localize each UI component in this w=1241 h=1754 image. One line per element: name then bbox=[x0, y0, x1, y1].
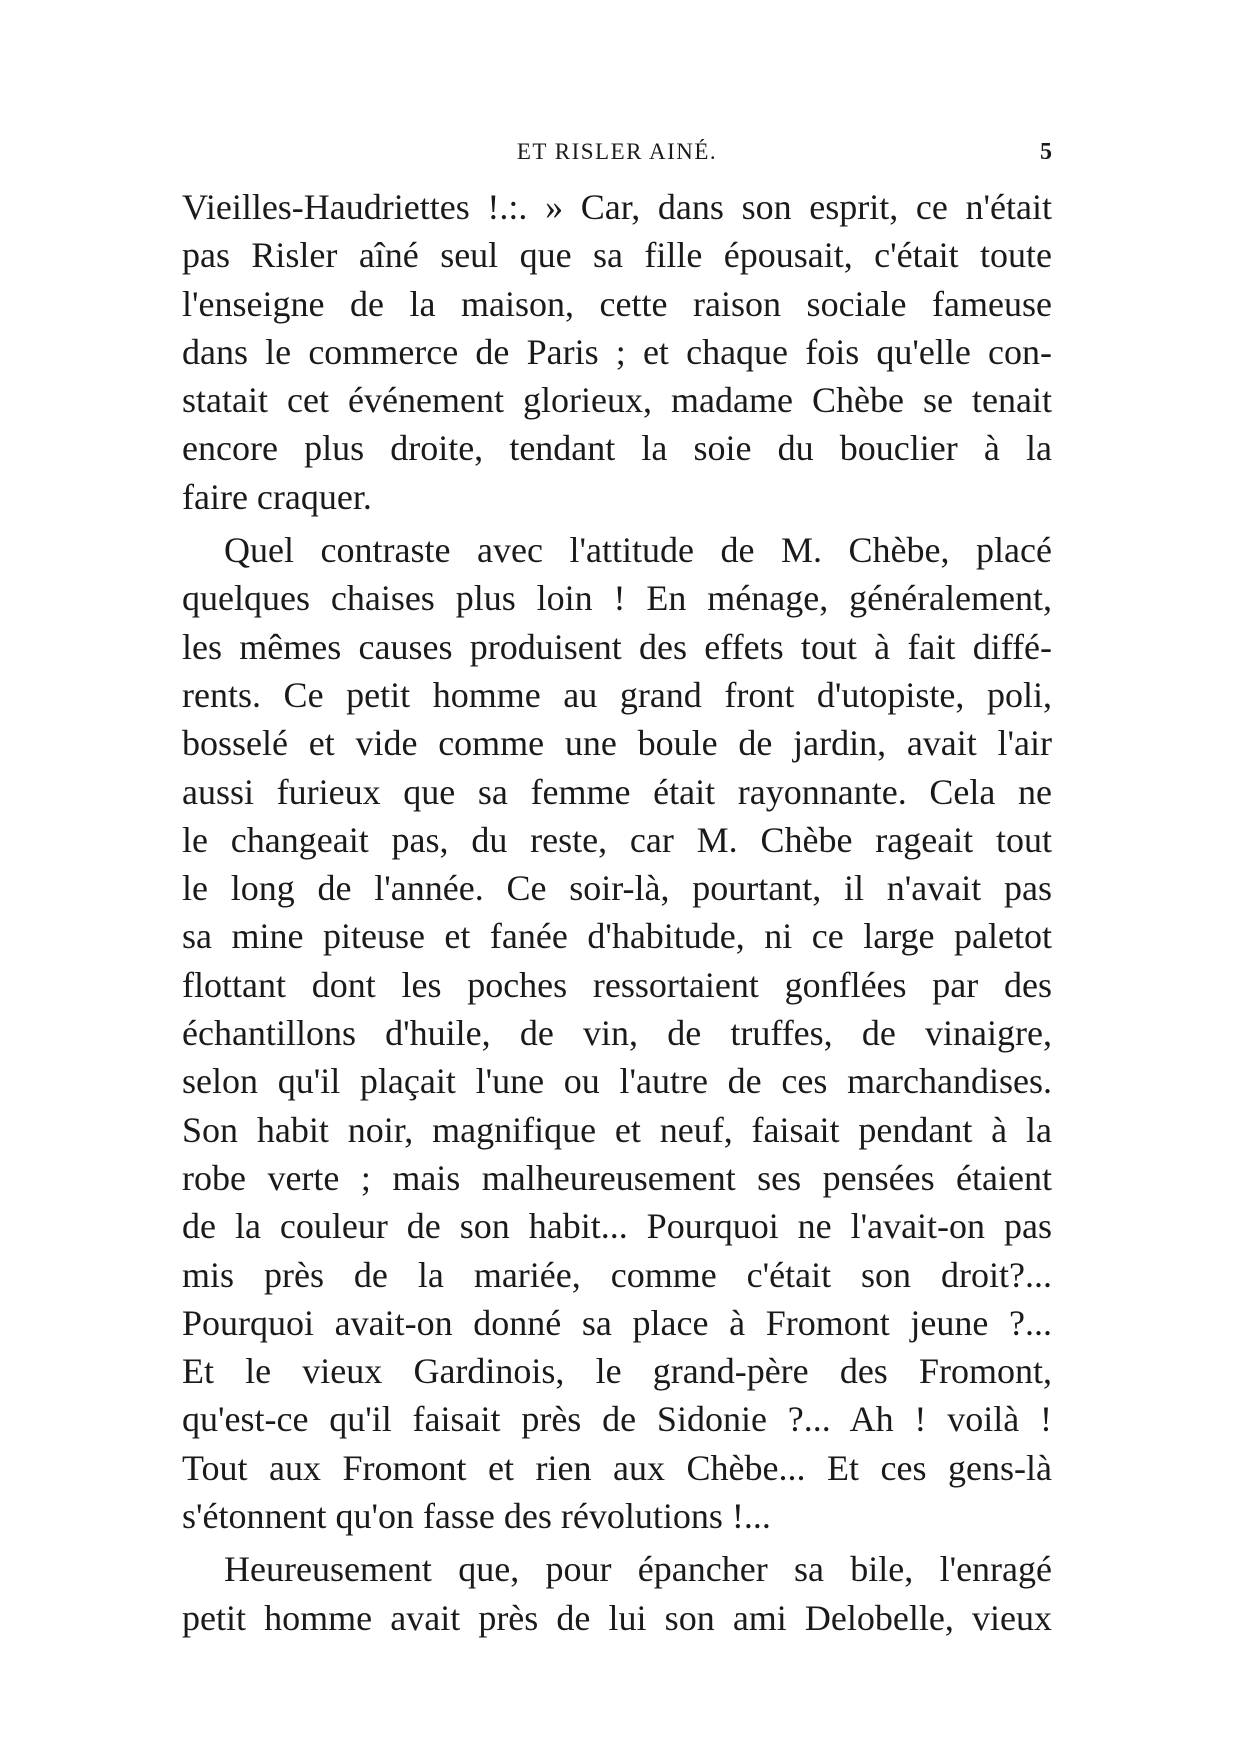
text-line: Son habit noir, magnifique et neuf, faisait pendant à la bbox=[182, 1109, 1052, 1150]
text-line: sa mine piteuse et fanée d'habitude, ni ce large paletot bbox=[182, 916, 1052, 957]
text-line: dans le commerce de Paris ; et chaque fois qu'elle con- bbox=[182, 331, 1052, 372]
text-line: de la couleur de son habit... Pourquoi ne l'avait-on pas bbox=[182, 1206, 1052, 1247]
text-line: Tout aux Fromont et rien aux Chèbe... Et ces gens-là bbox=[182, 1447, 1052, 1488]
text-line: petit homme avait près de lui son ami Delobelle, vieux bbox=[182, 1597, 1052, 1638]
text-line: aussi furieux que sa femme était rayonnante. Cela ne bbox=[182, 771, 1052, 812]
text-line: Et le vieux Gardinois, le grand-père des Fromont, bbox=[182, 1351, 1052, 1392]
text-line: Quel contraste avec l'attitude de M. Chèbe, placé bbox=[224, 530, 1052, 571]
text-line: statait cet événement glorieux, madame Chèbe se tenait bbox=[182, 380, 1052, 421]
text-line: le long de l'année. Ce soir-là, pourtant, il n'avait pas bbox=[182, 868, 1052, 909]
running-title: ET RISLER AINÉ. bbox=[516, 139, 718, 164]
text-line: quelques chaises plus loin ! En ménage, généralement, bbox=[182, 578, 1052, 619]
text-line: mis près de la mariée, comme c'était son droit?... bbox=[182, 1254, 1052, 1295]
text-line: Pourquoi avait-on donné sa place à Fromont jeune ?... bbox=[182, 1302, 1052, 1343]
text-line: selon qu'il plaçait l'une ou l'autre de ces marchandises. bbox=[182, 1061, 1052, 1102]
text-line: Heureusement que, pour épancher sa bile, l'enragé bbox=[224, 1549, 1052, 1590]
text-line: robe verte ; mais malheureusement ses pensées étaient bbox=[182, 1157, 1052, 1198]
body-text bbox=[182, 183, 1052, 1642]
text-line: s'étonnent qu'on fasse des révolutions !... bbox=[182, 1496, 771, 1537]
text-line: rents. Ce petit homme au grand front d'utopiste, poli, bbox=[182, 674, 1052, 715]
text-line: Vieilles-Haudriettes !.:. » Car, dans son esprit, ce n'était bbox=[182, 187, 1052, 227]
paragraph bbox=[182, 183, 1052, 521]
text-line: échantillons d'huile, de vin, de truffes, de vinaigre, bbox=[182, 1013, 1052, 1054]
text-line: bosselé et vide comme une boule de jardin, avait l'air bbox=[182, 723, 1052, 764]
text-line: qu'est-ce qu'il faisait près de Sidonie ?... Ah ! voilà ! bbox=[182, 1399, 1052, 1440]
text-line: le changeait pas, du reste, car M. Chèbe rageait tout bbox=[182, 819, 1052, 860]
text-line: faire craquer. bbox=[182, 476, 372, 517]
paragraph bbox=[182, 526, 1052, 1540]
running-head bbox=[182, 132, 1052, 172]
page-number: 5 bbox=[1040, 139, 1052, 165]
text-line: pas Risler aîné seul que sa fille épousait, c'était toute bbox=[182, 235, 1052, 276]
text-line: les mêmes causes produisent des effets tout à fait diffé- bbox=[182, 626, 1052, 667]
text-line: l'enseigne de la maison, cette raison sociale fameuse bbox=[182, 283, 1052, 324]
text-line: encore plus droite, tendant la soie du bouclier à la bbox=[182, 428, 1052, 469]
text-line: flottant dont les poches ressortaient gonflées par des bbox=[182, 964, 1052, 1005]
paragraph bbox=[182, 1545, 1052, 1642]
